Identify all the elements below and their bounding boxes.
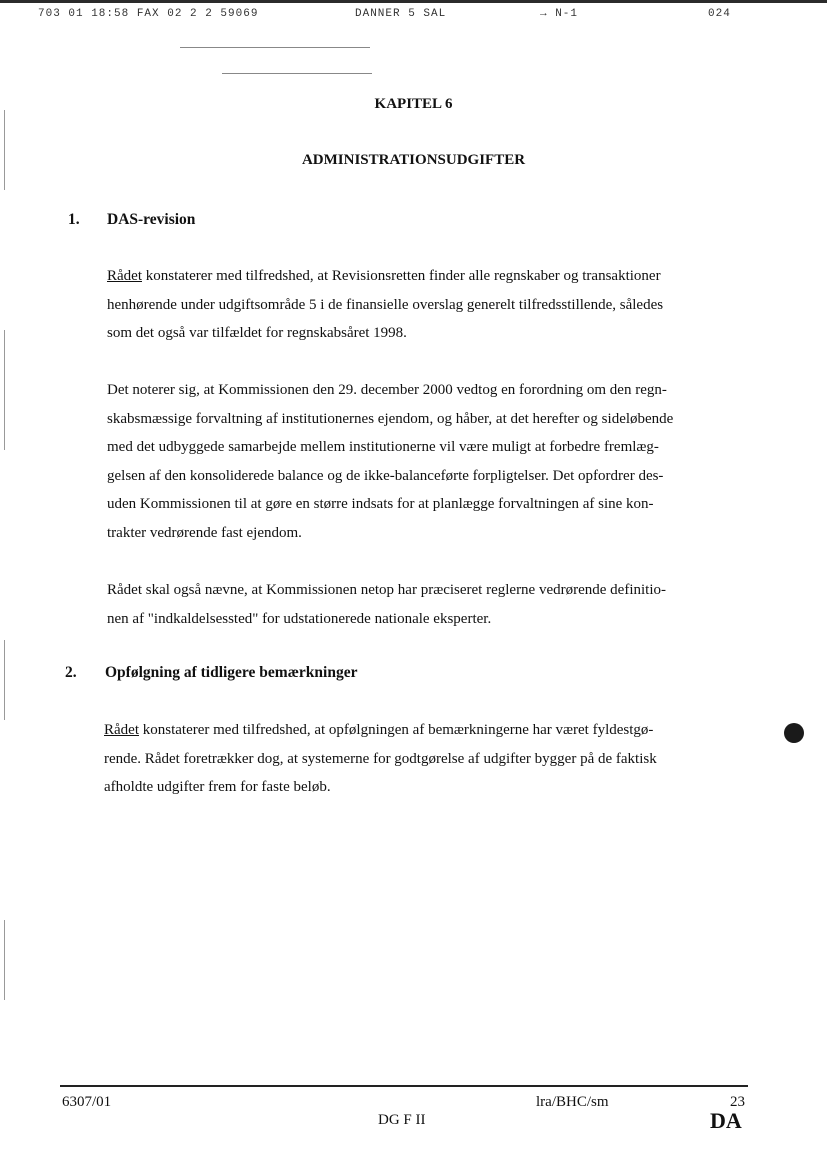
language-code: DA <box>710 1108 742 1133</box>
fax-header-right: → N-1 <box>540 8 579 20</box>
paragraph-line: trakter vedrørende fast ejendom. <box>107 524 302 541</box>
paragraph-lead: Rådet <box>104 722 139 738</box>
margin-artifact <box>4 330 5 450</box>
paragraph <box>104 716 744 802</box>
doc-number: 6307/01 <box>62 1094 112 1110</box>
scan-smudge <box>180 47 370 48</box>
paragraph-line: afholdte udgifter frem for faste beløb. <box>104 779 331 796</box>
fax-header-far-right: 024 <box>708 8 731 20</box>
fax-top-line <box>0 0 827 3</box>
section-heading: DAS-revision <box>107 211 196 228</box>
page-number: 23 <box>730 1094 745 1110</box>
paragraph-line: rende. Rådet foretrækker dog, at systemerne for godtgørelse af udgifter bygger på de faktisk <box>104 750 657 767</box>
paragraph-line: Rådet konstaterer med tilfredshed, at Revisionsretten finder alle regnskaber og transaktioner <box>107 268 661 284</box>
fax-header-middle: DANNER 5 SAL <box>355 8 447 20</box>
punch-hole-mark <box>784 723 804 743</box>
footer-rule <box>60 1085 748 1087</box>
initials: lra/BHC/sm <box>536 1094 609 1110</box>
paragraph-line: gelsen af den konsoliderede balance og de ikke-balanceførte forpligtelser. Det opfordrer des- <box>107 467 664 484</box>
paragraph-line: henhørende under udgiftsområde 5 i de finansielle overslag generelt tilfredsstillende, således <box>107 296 664 313</box>
chapter-title: ADMINISTRATIONSUDGIFTER <box>301 152 526 168</box>
scan-smudge <box>222 73 372 74</box>
paragraph <box>107 262 747 348</box>
paragraph-line: Det noterer sig, at Kommissionen den 29. december 2000 vedtog en forordning om den regn- <box>107 382 667 398</box>
paragraph-line: uden Kommissionen til at gøre en større indsats for at planlægge forvaltningen af sine kon- <box>107 496 654 513</box>
paragraph-line: Rådet skal også nævne, at Kommissionen netop har præciseret reglerne vedrørende definitio- <box>107 582 666 598</box>
paragraph-line: med det udbyggede samarbejde mellem institutionerne vil være muligt at forbedre fremlæg- <box>107 439 659 456</box>
paragraph-line: nen af "indkaldelsessted" for udstationerede nationale eksperter. <box>107 610 492 627</box>
paragraph <box>107 376 747 548</box>
paragraph <box>107 576 747 633</box>
margin-artifact <box>4 920 5 1000</box>
section-number: 1. <box>68 211 80 228</box>
paragraph-lead: Rådet <box>107 268 142 284</box>
paragraph-line: skabsmæssige forvaltning af institutionernes ejendom, og håber, at det herefter og sideløbende <box>107 410 674 427</box>
paragraph-line: Rådet konstaterer med tilfredshed, at opfølgningen af bemærkningerne har været fyldestgø- <box>104 722 654 738</box>
fax-header <box>0 8 827 28</box>
section-number: 2. <box>65 664 77 681</box>
margin-artifact <box>4 640 5 720</box>
chapter-label: KAPITEL 6 <box>374 96 453 112</box>
margin-artifact <box>4 110 5 190</box>
dg-label: DG F II <box>378 1112 426 1128</box>
paragraph-line: som det også var tilfældet for regnskabsåret 1998. <box>107 325 407 342</box>
section-heading: Opfølgning af tidligere bemærkninger <box>105 664 358 681</box>
fax-header-left: 703 01 18:58 FAX 02 2 2 59069 <box>38 8 259 20</box>
